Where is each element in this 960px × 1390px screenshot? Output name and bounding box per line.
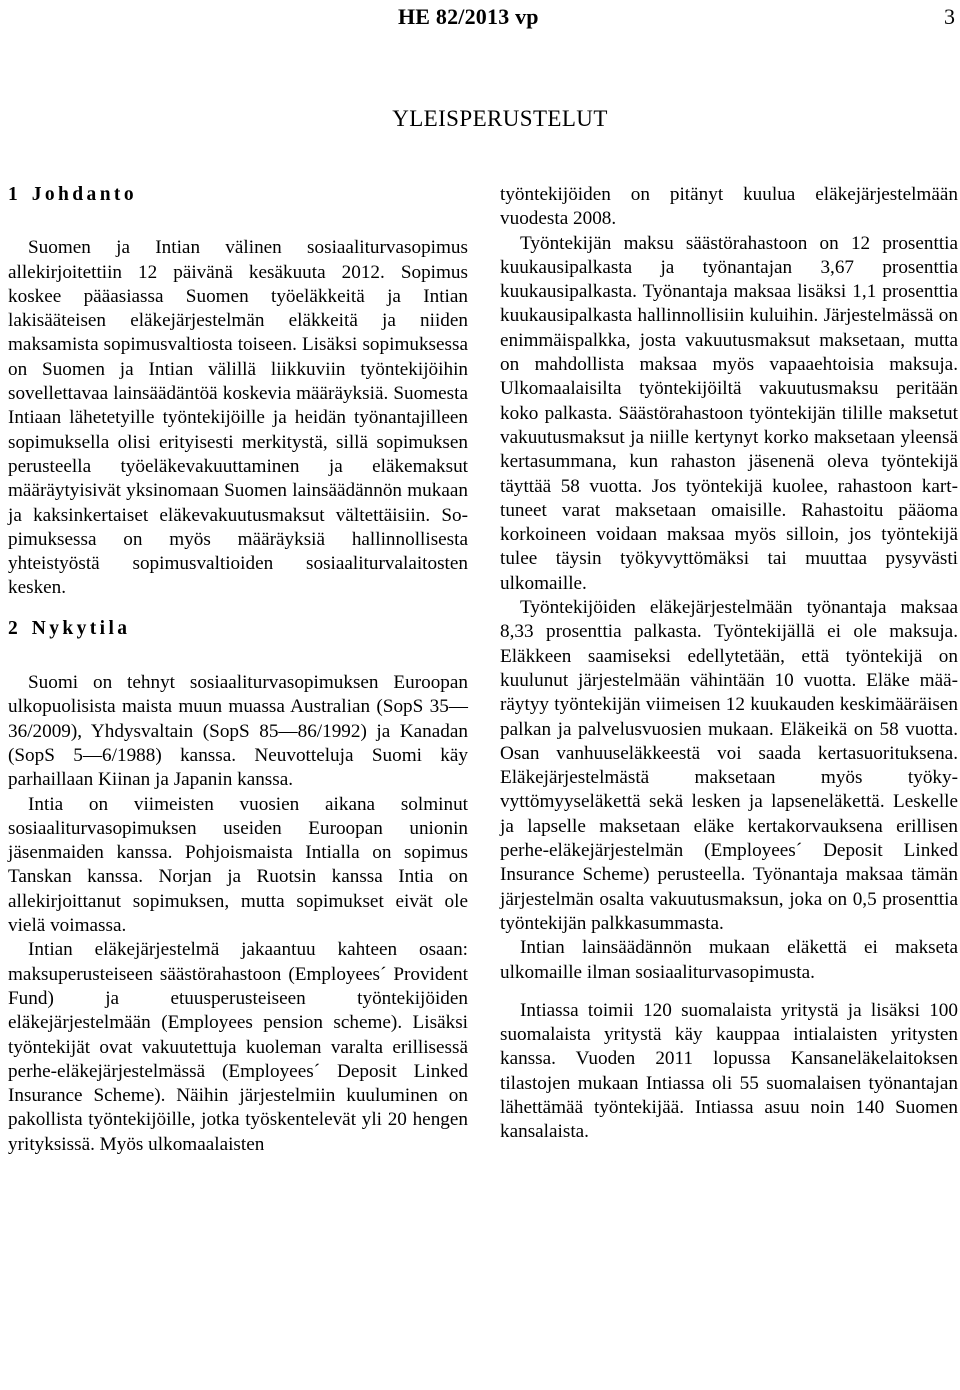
paragraph: Suomi on tehnyt sosiaaliturvasopimuksen Euroopan ulkopuolisista maista muun muassa Australian (SopS 35—36/2009), Yhdysvaltain (SopS 85—86/1992) ja Kanadan (SopS 5—6/1988) kanssa. Neuvotteluja Suomi käy parhaillaan Kiinan ja Japanin kanssa. — [8, 672, 468, 791]
right-column — [500, 183, 958, 1145]
page-number: 3 — [944, 4, 955, 29]
heading-nykytila — [8, 617, 468, 641]
paragraph: Intian eläkejärjestelmä jakaantuu kahteen osaan: maksuperusteiseen säästörahastoon (Employees´ Provident Fund) ja etuusperusteiseen työntekijöiden eläkejärjestelmään (Employees pension scheme). Lisäksi työntekijät ovat vakuutettuja kuoleman varalta erillisessä perhe-eläkejärjestelmässä (Employees´ Deposit Linked Insurance Scheme). Näihin järjestelmiin kuuluminen on pakollista työntekijöille, jotka työskentelevät yli 20 hengen yrityksissä. Myös ulkomaalaisten — [8, 939, 468, 1155]
section-title: YLEISPERUSTELUT — [392, 106, 608, 131]
paragraph: Intia on viimeisten vuosien aikana solminut sosiaaliturvasopimuksen useiden Euroopan unionin jäsenmaiden kanssa. Pohjoismaista Intialla on sopimus Tanskan kanssa. Norjan ja Ruotsin kanssa Intia on allekirjoittanut sopimuksen, mutta sopimukset eivät ole vielä voimassa. — [8, 793, 468, 937]
heading-title: Johdanto — [31, 184, 137, 205]
page-header — [0, 4, 960, 34]
heading-johdanto — [8, 183, 468, 207]
paragraph: Työntekijöiden eläkejärjestelmään työnantaja maksaa 8,33 prosenttia palkasta. Työntekijällä ei ole maksuja. Eläkkeen saamiseksi edellytetään, että työntekijä on kuulunut järjestelmään vähintään 10 vuotta. Eläke määräytyy työntekijän viimeisen 12 kuukauden keskimääräisen palkan ja palvelusvuosien mukaan. Eläkeikä on 58 vuotta. Osan vanhuuseläkkeestä voi saada kertasuorituksena. Eläkejärjestelmästä maksetaan myös työkyvyttömyyseläkettä sekä lesken ja lapseneläkettä. Leskelle ja lapselle maksetaan eläke kertakorvauksena erillisen perhe-eläkejärjestelmän (Employees´ Deposit Linked Insurance Scheme) perusteella. Työnantaja maksaa tämän järjestelmän osalta vakuutusmaksun, joka on 0,5 prosenttia työntekijän palkkasummasta. — [500, 597, 958, 934]
document-id: HE 82/2013 vp — [398, 4, 539, 29]
paragraph: Suomen ja Intian välinen sosiaaliturvasopimus allekirjoitettiin 12 päivänä kesäkuuta 2012. Sopimus koskee pääasiassa Suomen työeläkkeitä ja Intian lakisääteisen eläkejärjestelmän eläkkeitä ja niiden maksamista sopimusvaltiosta toiseen. Lisäksi sopimuksessa on Suomen ja Intian välillä liikkuviin työntekijöihin sovellettavaa lainsäädäntöä koskevia määräyksiä. Suomesta Intiaan lähetetyille työntekijöille ja heidän työnantajilleen sopimuksella olisi erityisesti merkitystä, sillä sopimuksen perusteella työeläkevakuuttaminen ja eläkemaksut määräytyisivät yksinomaan Suomen lainsäädännön mukaan ja kaksinkertaiset eläkevakuutusmaksut vältettäisiin. Sopimuksessa on myös määräyksiä hallinnollisesta yhteistyöstä sopimusvaltioiden sosiaaliturvalaitosten kesken. — [8, 237, 468, 599]
paragraph-continuation: työntekijöiden on pitänyt kuulua eläkejärjestelmään vuodesta 2008. — [500, 184, 958, 230]
heading-title: Nykytila — [31, 617, 131, 639]
paragraph: Intian lainsäädännön mukaan eläkettä ei makseta ulkomaille ilman sosiaaliturvasopimusta. — [500, 937, 958, 983]
paragraph: Työntekijän maksu säästörahastoon on 12 prosenttia kuukausipalkasta ja työnantajan 3,67 prosenttia kuukausipalkasta. Työnantaja maksaa lisäksi 1,1 prosenttia kuukausipalkasta hallinnollisiin kuluihin. Järjestelmässä on enimmäispalkka, josta vakuutusmaksut maksetaan, mutta on mahdollista maksaa myös vapaaehtoisia maksuja. Ulkomaalaisilta työntekijöiltä vakuutusmaksu peritään koko palkasta. Säästörahastoon työntekijän tilille maksetut vakuutusmaksut ja niille kertynyt korko maksetaan yleensä kertasummana, kun rahaston jäsenenä oleva työntekijä täyttää 58 vuotta. Jos työntekijä kuolee, rahastoon karttuneet varat maksetaan omaisille. Rahastoitu pääoma korkoineen voidaan maksaa myös silloin, jos työntekijä tulee täysin työkyvyttömäksi tai muuttaa pysyvästi ulkomaille. — [500, 232, 958, 594]
heading-number: 1 — [8, 184, 18, 205]
left-column — [8, 183, 468, 1157]
paragraph: Intiassa toimii 120 suomalaista yritystä ja lisäksi 100 suomalaista yritystä käy kauppaa intialaisten yritysten kanssa. Vuoden 2011 lopussa Kansaneläkelaitoksen tilastojen mukaan Intiassa oli 55 suomalaisen työnantajan lähettämää työntekijää. Intiassa asuu noin 140 Suomen kansalaista. — [500, 999, 958, 1143]
heading-number: 2 — [8, 617, 18, 639]
